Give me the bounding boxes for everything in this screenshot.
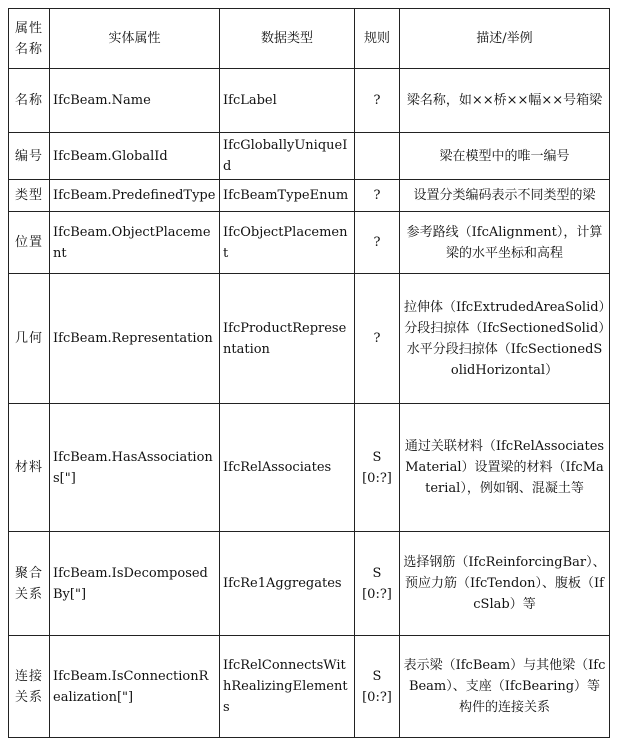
row-desc: 梁名称，如××桥××幅××号箱梁: [400, 69, 610, 133]
row-rule: ?: [355, 274, 400, 404]
table-row: [9, 180, 610, 212]
row-data-type: IfcObjectPlacement: [220, 212, 355, 274]
row-desc: 通过关联材料（IfcRelAssociatesMaterial）设置梁的材料（IfcMaterial），例如钢、混凝土等: [400, 404, 610, 532]
row-desc: 参考路线（IfcAlignment），计算梁的水平坐标和高程: [400, 212, 610, 274]
row-data-type: IfcRelAssociates: [220, 404, 355, 532]
row-name: 连接关系: [9, 636, 50, 738]
row-entity-attr: IfcBeam.IsConnectionRealization["]: [50, 636, 220, 738]
row-desc: 设置分类编码表示不同类型的梁: [400, 180, 610, 212]
header-entity-attr: 实体属性: [50, 9, 220, 69]
table-row: [9, 636, 610, 738]
header-row: [9, 9, 610, 69]
table-row: [9, 69, 610, 133]
row-desc: 拉伸体（IfcExtrudedAreaSolid）分段扫掠体（IfcSectionedSolid）水平分段扫掠体（IfcSectionedSolidHorizontal）: [400, 274, 610, 404]
row-rule: [355, 133, 400, 180]
row-name: 材料: [9, 404, 50, 532]
row-entity-attr: IfcBeam.Name: [50, 69, 220, 133]
row-name: 编号: [9, 133, 50, 180]
row-data-type: IfcRelConnectsWithRealizingElements: [220, 636, 355, 738]
table-row: [9, 212, 610, 274]
row-desc: 梁在模型中的唯一编号: [400, 133, 610, 180]
header-desc: 描述/举例: [400, 9, 610, 69]
row-data-type: IfcLabel: [220, 69, 355, 133]
row-name: 几何: [9, 274, 50, 404]
header-rule: 规则: [355, 9, 400, 69]
row-data-type: IfcRe1Aggregates: [220, 532, 355, 636]
table-row: [9, 133, 610, 180]
row-entity-attr: IfcBeam.HasAssociations["]: [50, 404, 220, 532]
row-entity-attr: IfcBeam.PredefinedType: [50, 180, 220, 212]
row-rule: S[0:?]: [355, 404, 400, 532]
header-data-type: 数据类型: [220, 9, 355, 69]
table-row: [9, 532, 610, 636]
row-rule: ?: [355, 212, 400, 274]
row-rule: S[0:?]: [355, 636, 400, 738]
row-data-type: IfcProductRepresentation: [220, 274, 355, 404]
row-desc: 选择钢筋（IfcReinforcingBar）、预应力筋（IfcTendon）、腹板（IfcSlab）等: [400, 532, 610, 636]
row-desc: 表示梁（IfcBeam）与其他梁（IfcBeam）、支座（IfcBearing）等构件的连接关系: [400, 636, 610, 738]
row-rule: ?: [355, 180, 400, 212]
row-name: 位置: [9, 212, 50, 274]
row-data-type: IfcBeamTypeEnum: [220, 180, 355, 212]
row-data-type: IfcGloballyUniqueId: [220, 133, 355, 180]
header-name: 属性名称: [9, 9, 50, 69]
row-name: 类型: [9, 180, 50, 212]
table-row: [9, 274, 610, 404]
ifc-beam-attribute-table: [8, 8, 610, 738]
row-name: 聚合关系: [9, 532, 50, 636]
row-entity-attr: IfcBeam.ObjectPlacement: [50, 212, 220, 274]
row-entity-attr: IfcBeam.GlobalId: [50, 133, 220, 180]
row-entity-attr: IfcBeam.IsDecomposedBy["]: [50, 532, 220, 636]
row-rule: ?: [355, 69, 400, 133]
row-name: 名称: [9, 69, 50, 133]
table-row: [9, 404, 610, 532]
row-entity-attr: IfcBeam.Representation: [50, 274, 220, 404]
row-rule: S[0:?]: [355, 532, 400, 636]
